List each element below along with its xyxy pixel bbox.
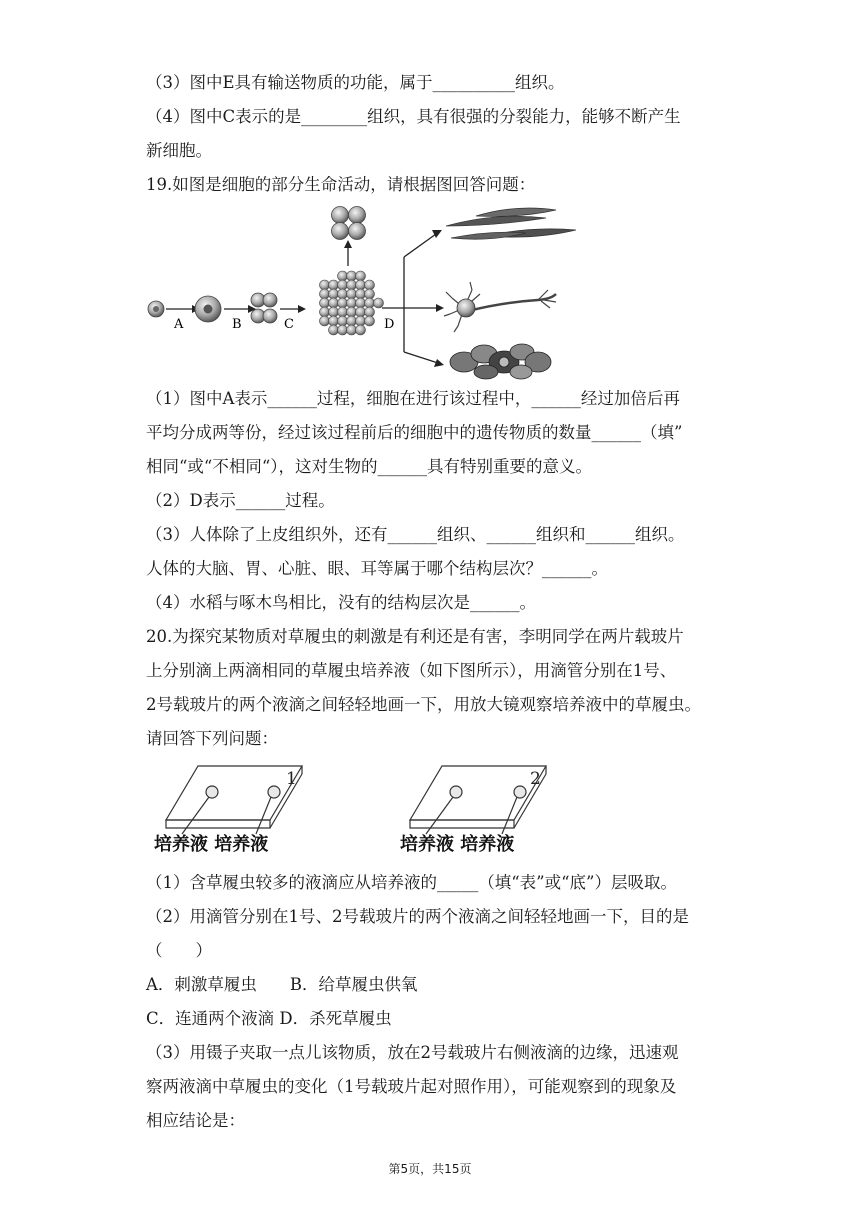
text-line: 相同“或“不相同“），这对生物的______具有特别重要的意义。: [146, 457, 593, 476]
label-b: B: [232, 317, 242, 332]
slide-2-number: 2: [530, 769, 541, 789]
cluster-cell: [347, 280, 357, 290]
label-a: A: [174, 317, 184, 332]
text-line: （3）用镊子夹取一点儿该物质，放在2号载玻片右侧液滴的边缘，迅速观: [146, 1043, 679, 1062]
slide-2: [410, 766, 546, 834]
cluster-cell: [356, 280, 366, 290]
cluster-cell: [338, 316, 348, 326]
cluster-cell: [347, 307, 357, 317]
text-line: （2）用滴管分别在1号、2号载玻片的两个液滴之间轻轻地画一下，目的是: [146, 907, 689, 926]
cluster-cell: [329, 289, 339, 299]
text-line: 上分别滴上两滴相同的草履虫培养液（如下图所示），用滴管分别在1号、: [146, 661, 677, 680]
text-line: （ ）: [146, 941, 212, 960]
slide-1-label: 培养液 培养液: [154, 834, 269, 855]
cluster-cell: [365, 307, 375, 317]
text-line: 人体的大脑、胃、心脏、眼、耳等属于哪个结构层次？______。: [146, 559, 608, 578]
cluster-cell: [356, 298, 366, 308]
cell-cluster: [320, 271, 384, 335]
slides-figure: [150, 762, 550, 860]
cluster-cell: [338, 280, 348, 290]
text-line: 相应结论是：: [146, 1111, 245, 1130]
cluster-cell: [320, 316, 330, 326]
slide-1-number: 1: [286, 769, 297, 789]
cluster-cell: [347, 325, 357, 335]
cluster-cell: [338, 271, 348, 281]
cluster-cell: [365, 316, 375, 326]
cluster-cell: [365, 289, 375, 299]
cluster-cell: [365, 298, 375, 308]
cluster-cell: [329, 298, 339, 308]
cluster-cell: [320, 307, 330, 317]
question-20-title: 20.为探究某物质对草履虫的刺激是有利还是有害，李明同学在两片载玻片: [146, 627, 684, 646]
cluster-cell: [356, 307, 366, 317]
label-c: C: [284, 317, 294, 332]
cluster-cell: [329, 316, 339, 326]
option-line: A．刺激草履虫 B．给草履虫供氧: [146, 975, 418, 994]
cluster-cell: [338, 289, 348, 299]
cluster-cell: [338, 325, 348, 335]
text-line: （2）D表示______过程。: [146, 491, 335, 510]
text-line: 请回答下列问题：: [146, 729, 278, 748]
cluster-cell: [329, 307, 339, 317]
blood-cells: [450, 344, 551, 379]
question-19-title: 19.如图是细胞的部分生命活动，请根据图回答问题：: [146, 175, 536, 194]
cell-activity-figure: [146, 202, 586, 384]
text-line: （1）图中A表示______过程，细胞在进行该过程中，______经过加倍后再: [146, 389, 680, 408]
cluster-cell: [320, 280, 330, 290]
cluster-cell: [329, 325, 339, 335]
cluster-cell: [374, 298, 384, 308]
top-cells: [332, 207, 366, 240]
text-line: 新细胞。: [146, 141, 212, 160]
cluster-cell: [320, 289, 330, 299]
text-line: （4）水稻与啄木鸟相比，没有的结构层次是______。: [146, 593, 536, 612]
cluster-cell: [320, 298, 330, 308]
label-d: D: [384, 317, 395, 332]
text-line: 2号载玻片的两个液滴之间轻轻地画一下，用放大镜观察培养液中的草履虫。: [146, 695, 701, 714]
dividing-cells: [251, 293, 277, 323]
cluster-cell: [338, 307, 348, 317]
slide-1: [166, 766, 302, 834]
cluster-cell: [356, 325, 366, 335]
text-line: （4）图中C表示的是________组织，具有很强的分裂能力，能够不断产生: [146, 107, 681, 126]
muscle-cells: [446, 208, 576, 239]
text-line: 平均分成两等份，经过该过程前后的细胞中的遗传物质的数量______（填”: [146, 423, 683, 442]
cluster-cell: [356, 316, 366, 326]
page-footer: 第5页，共15页: [388, 1162, 472, 1176]
text-line: （3）图中E具有输送物质的功能，属于__________组织。: [146, 73, 565, 92]
text-line: 察两液滴中草履虫的变化（1号载玻片起对照作用），可能观察到的现象及: [146, 1077, 677, 1096]
text-line: （3）人体除了上皮组织外，还有______组织、______组织和______组织。: [146, 525, 685, 544]
slide-2-label: 培养液 培养液: [400, 834, 515, 855]
cluster-cell: [329, 280, 339, 290]
cluster-cell: [356, 289, 366, 299]
cluster-cell: [338, 298, 348, 308]
cluster-cell: [347, 298, 357, 308]
cluster-cell: [347, 271, 357, 281]
option-line: C．连通两个液滴 D．杀死草履虫: [146, 1009, 392, 1028]
cluster-cell: [365, 280, 375, 290]
cluster-cell: [356, 271, 366, 281]
cluster-cell: [347, 289, 357, 299]
cluster-cell: [347, 316, 357, 326]
text-line: （1）含草履虫较多的液滴应从培养液的_____（填“表”或“底”）层吸取。: [146, 873, 677, 892]
